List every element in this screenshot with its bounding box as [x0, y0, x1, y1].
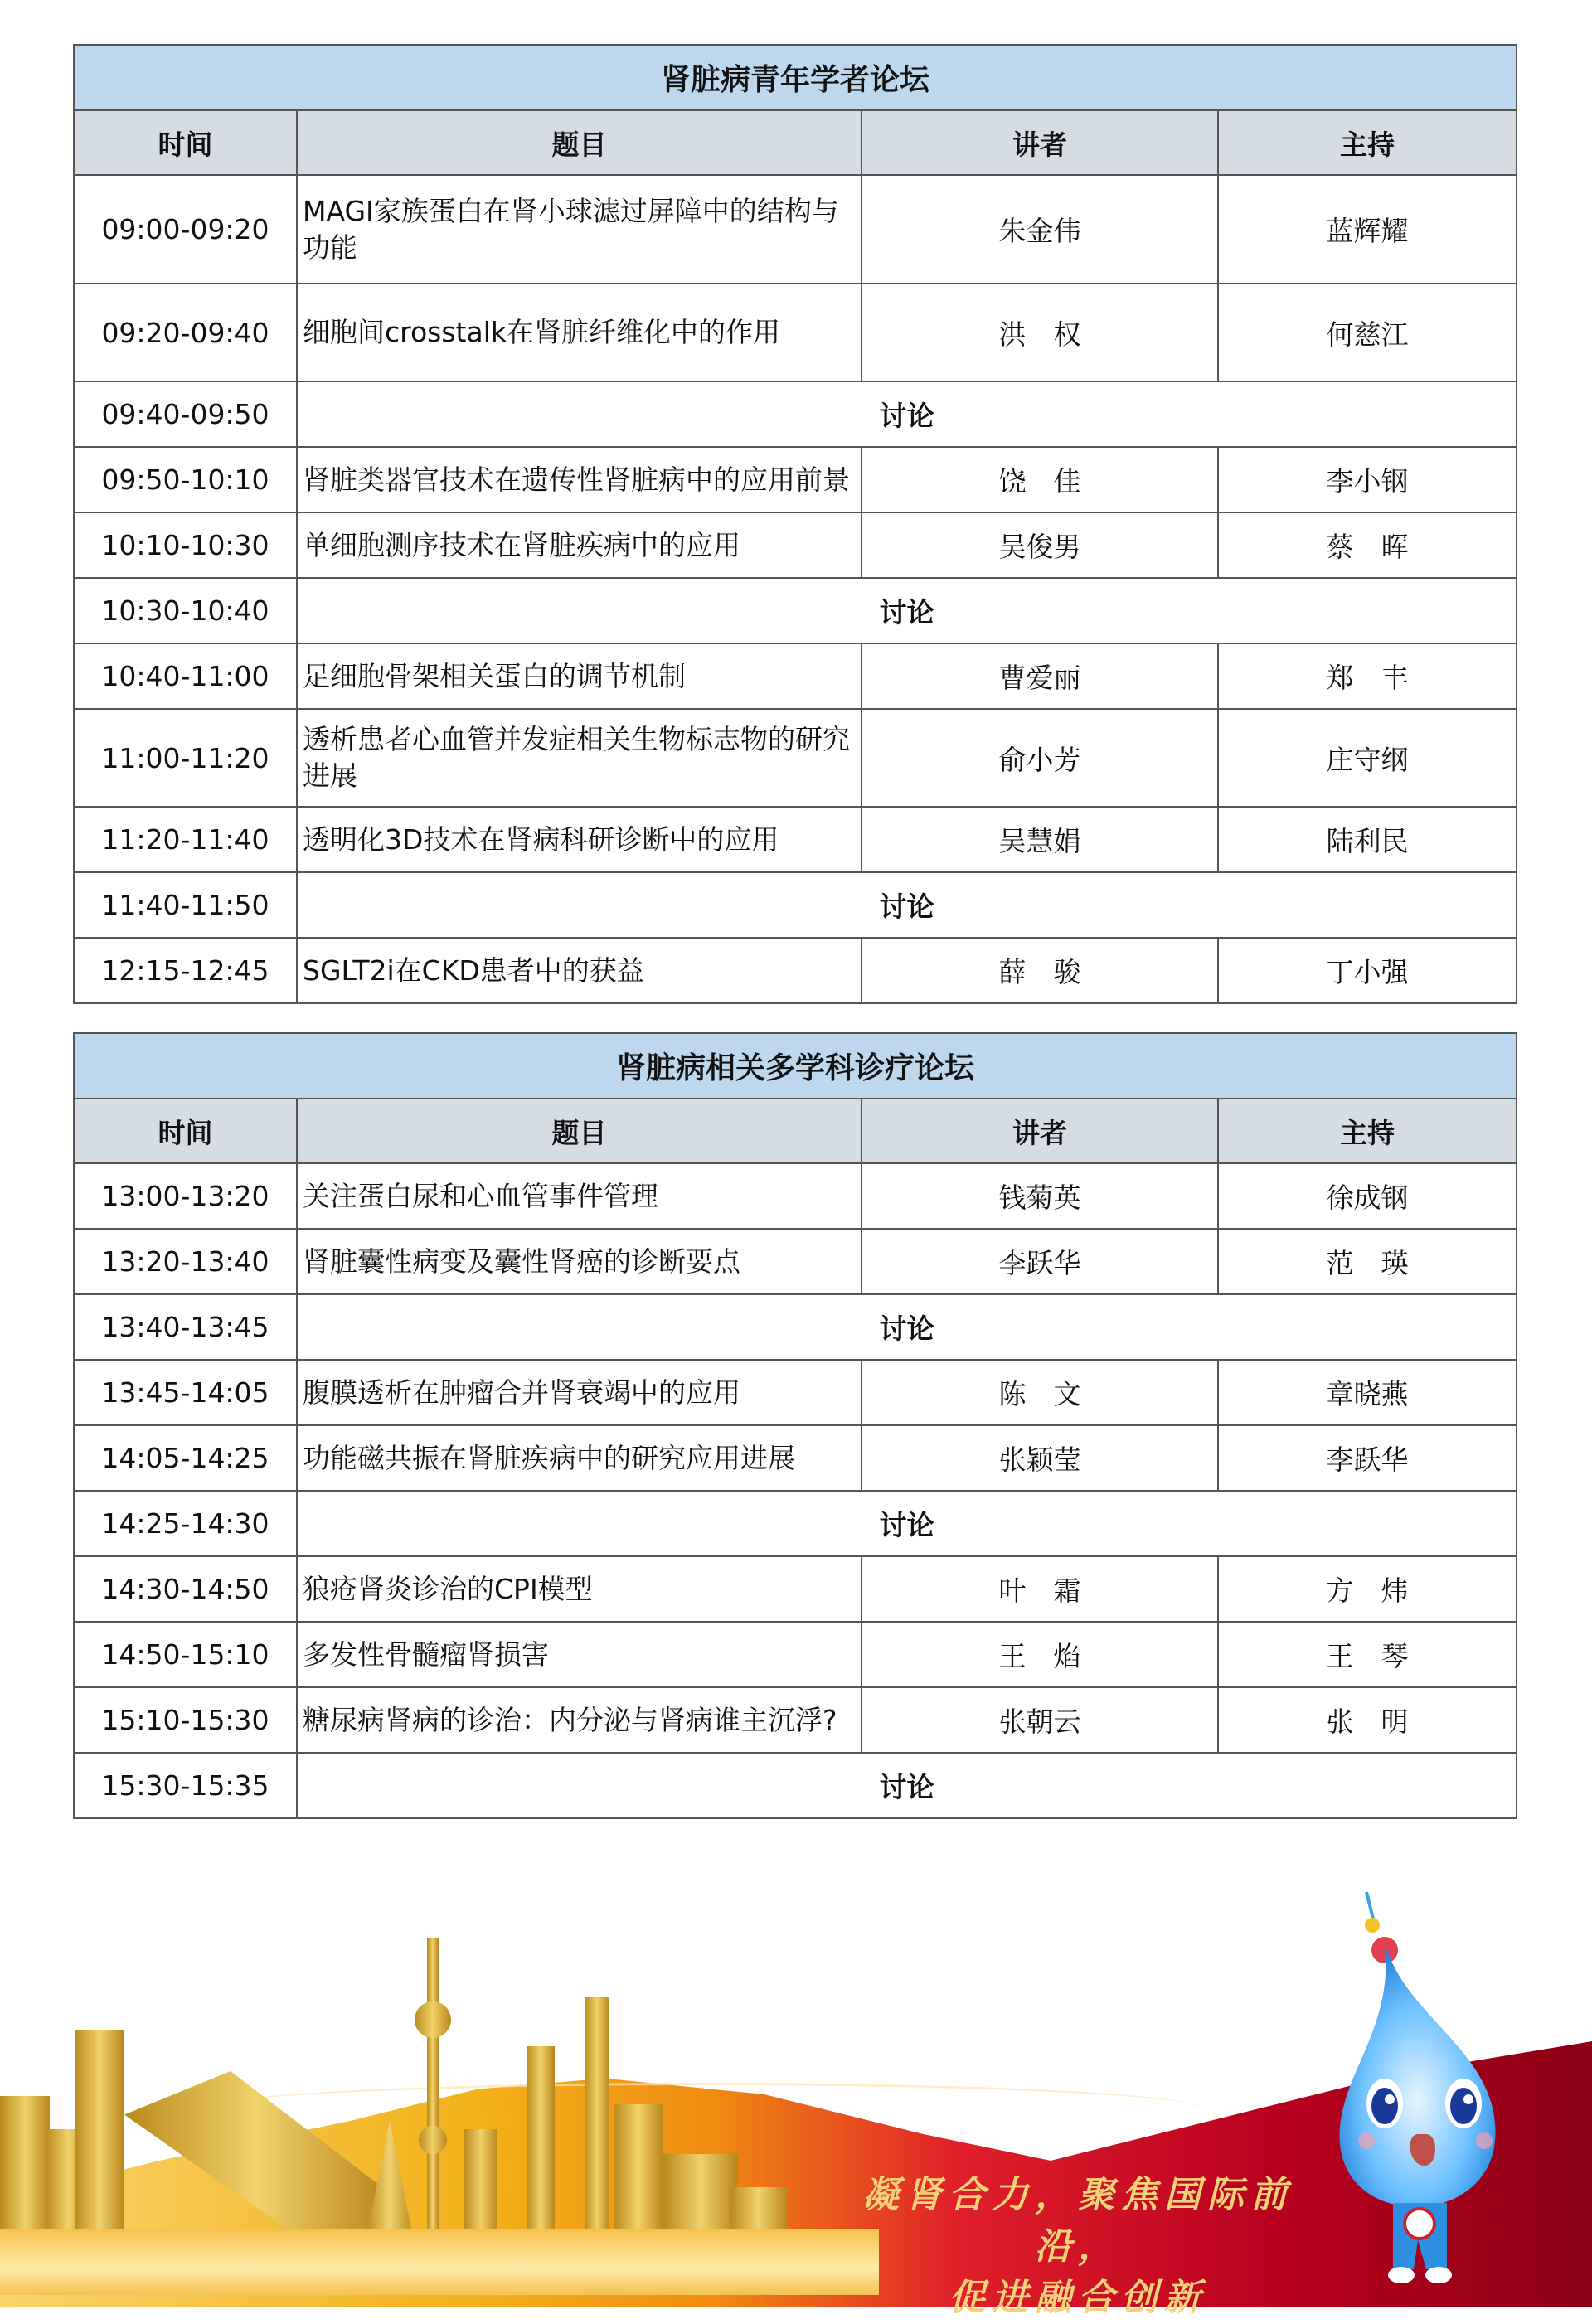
time-cell: 15:30-15:35: [74, 1753, 297, 1818]
topic-cell: 足细胞骨架相关蛋白的调节机制: [297, 643, 862, 709]
discussion-row: [74, 1753, 1517, 1818]
speaker-cell: 钱菊英: [862, 1163, 1218, 1229]
speaker-cell: 李跃华: [862, 1229, 1218, 1294]
discussion-cell: 讨论: [297, 872, 1517, 938]
topic-cell: 功能磁共振在肾脏疾病中的研究应用进展: [297, 1425, 862, 1491]
topic-cell: 糖尿病肾病的诊治：内分泌与肾病谁主沉浮?: [297, 1687, 862, 1753]
time-cell: 09:40-09:50: [74, 381, 297, 447]
header-topic: 题目: [297, 1099, 862, 1163]
table-row: [74, 643, 1517, 709]
speaker-cell: 叶 霜: [862, 1556, 1218, 1622]
table-row: [74, 1622, 1517, 1687]
time-cell: 09:50-10:10: [74, 447, 297, 512]
table-row: [74, 938, 1517, 1003]
discussion-cell: 讨论: [297, 1294, 1517, 1360]
discussion-cell: 讨论: [297, 1753, 1517, 1818]
slogan-line-1: 凝肾合力，聚焦国际前沿，: [862, 2174, 1294, 2268]
header-host: 主持: [1218, 1099, 1517, 1163]
table-row: [74, 709, 1517, 807]
table-body: [74, 175, 1517, 1003]
speaker-cell: 陈 文: [862, 1360, 1218, 1425]
time-cell: 13:40-13:45: [74, 1294, 297, 1360]
table-row: [74, 807, 1517, 872]
host-cell: 庄守纲: [1218, 709, 1517, 807]
topic-cell: 肾脏囊性病变及囊性肾癌的诊断要点: [297, 1229, 862, 1294]
host-cell: 蓝辉耀: [1218, 175, 1517, 284]
topic-cell: 细胞间crosstalk在肾脏纤维化中的作用: [297, 284, 862, 381]
slogan-text: [821, 2170, 1335, 2324]
topic-cell: 多发性骨髓瘤肾损害: [297, 1622, 862, 1687]
host-cell: 徐成钢: [1218, 1163, 1517, 1229]
time-cell: 13:00-13:20: [74, 1163, 297, 1229]
time-cell: 13:20-13:40: [74, 1229, 297, 1294]
discussion-row: [74, 1491, 1517, 1556]
time-cell: 11:00-11:20: [74, 709, 297, 807]
time-cell: 14:50-15:10: [74, 1622, 297, 1687]
topic-cell: 单细胞测序技术在肾脏疾病中的应用: [297, 512, 862, 578]
topic-cell: 狼疮肾炎诊治的CPI模型: [297, 1556, 862, 1622]
speaker-cell: 饶 佳: [862, 447, 1218, 512]
footer-banner: [0, 1875, 1592, 2319]
host-cell: 范 瑛: [1218, 1229, 1517, 1294]
schedule-table-multidisciplinary: [73, 1032, 1517, 1819]
host-cell: 丁小强: [1218, 938, 1517, 1003]
time-cell: 09:00-09:20: [74, 175, 297, 284]
speaker-cell: 俞小芳: [862, 709, 1218, 807]
speaker-cell: 曹爱丽: [862, 643, 1218, 709]
table-row: [74, 1556, 1517, 1622]
table-row: [74, 512, 1517, 578]
discussion-row: [74, 578, 1517, 643]
speaker-cell: 薛 骏: [862, 938, 1218, 1003]
discussion-cell: 讨论: [297, 578, 1517, 643]
speaker-cell: 吴俊男: [862, 512, 1218, 578]
host-cell: 章晓燕: [1218, 1360, 1517, 1425]
time-cell: 10:10-10:30: [74, 512, 297, 578]
header-time: 时间: [74, 110, 297, 175]
topic-cell: 关注蛋白尿和心血管事件管理: [297, 1163, 862, 1229]
speaker-cell: 张颖莹: [862, 1425, 1218, 1491]
table-row: [74, 1163, 1517, 1229]
table-row: [74, 1229, 1517, 1294]
host-cell: 方 炜: [1218, 1556, 1517, 1622]
topic-cell: 透明化3D技术在肾病科研诊断中的应用: [297, 807, 862, 872]
topic-cell: 透析患者心血管并发症相关生物标志物的研究进展: [297, 709, 862, 807]
host-cell: 王 琴: [1218, 1622, 1517, 1687]
table-row: [74, 284, 1517, 381]
topic-cell: 肾脏类器官技术在遗传性肾脏病中的应用前景: [297, 447, 862, 512]
section-title: 肾脏病青年学者论坛: [74, 45, 1517, 110]
time-cell: 11:20-11:40: [74, 807, 297, 872]
topic-cell: 腹膜透析在肿瘤合并肾衰竭中的应用: [297, 1360, 862, 1425]
host-cell: 李跃华: [1218, 1425, 1517, 1491]
table-row: [74, 1687, 1517, 1753]
host-cell: 郑 丰: [1218, 643, 1517, 709]
discussion-row: [74, 872, 1517, 938]
speaker-cell: 洪 权: [862, 284, 1218, 381]
time-cell: 12:15-12:45: [74, 938, 297, 1003]
host-cell: 何慈江: [1218, 284, 1517, 381]
table-row: [74, 1360, 1517, 1425]
slogan-line-2: 促进融合创新: [949, 2277, 1207, 2319]
topic-cell: SGLT2i在CKD患者中的获益: [297, 938, 862, 1003]
header-speaker: 讲者: [862, 110, 1218, 175]
discussion-row: [74, 1294, 1517, 1360]
header-time: 时间: [74, 1099, 297, 1163]
host-cell: 陆利民: [1218, 807, 1517, 872]
discussion-row: [74, 381, 1517, 447]
header-speaker: 讲者: [862, 1099, 1218, 1163]
time-cell: 09:20-09:40: [74, 284, 297, 381]
speaker-cell: 张朝云: [862, 1687, 1218, 1753]
table-body: [74, 1163, 1517, 1818]
host-cell: 蔡 晖: [1218, 512, 1517, 578]
section-title: 肾脏病相关多学科诊疗论坛: [74, 1033, 1517, 1099]
table-row: [74, 1425, 1517, 1491]
topic-cell: MAGI家族蛋白在肾小球滤过屏障中的结构与功能: [297, 175, 862, 284]
skyline-illustration-icon: [0, 1938, 829, 2245]
time-cell: 15:10-15:30: [74, 1687, 297, 1753]
speaker-cell: 吴慧娟: [862, 807, 1218, 872]
river-reflection-decoration: [0, 2229, 879, 2295]
header-topic: 题目: [297, 110, 862, 175]
time-cell: 14:05-14:25: [74, 1425, 297, 1491]
speaker-cell: 王 焰: [862, 1622, 1218, 1687]
time-cell: 13:45-14:05: [74, 1360, 297, 1425]
discussion-cell: 讨论: [297, 1491, 1517, 1556]
schedule-table-young-scholars: [73, 44, 1517, 1004]
time-cell: 14:30-14:50: [74, 1556, 297, 1622]
host-cell: 张 明: [1218, 1687, 1517, 1753]
speaker-cell: 朱金伟: [862, 175, 1218, 284]
table-row: [74, 175, 1517, 284]
time-cell: 10:30-10:40: [74, 578, 297, 643]
host-cell: 李小钢: [1218, 447, 1517, 512]
time-cell: 11:40-11:50: [74, 872, 297, 938]
discussion-cell: 讨论: [297, 381, 1517, 447]
table-row: [74, 447, 1517, 512]
time-cell: 10:40-11:00: [74, 643, 297, 709]
mascot-water-drop-icon: [1269, 1892, 1567, 2290]
time-cell: 14:25-14:30: [74, 1491, 297, 1556]
header-host: 主持: [1218, 110, 1517, 175]
